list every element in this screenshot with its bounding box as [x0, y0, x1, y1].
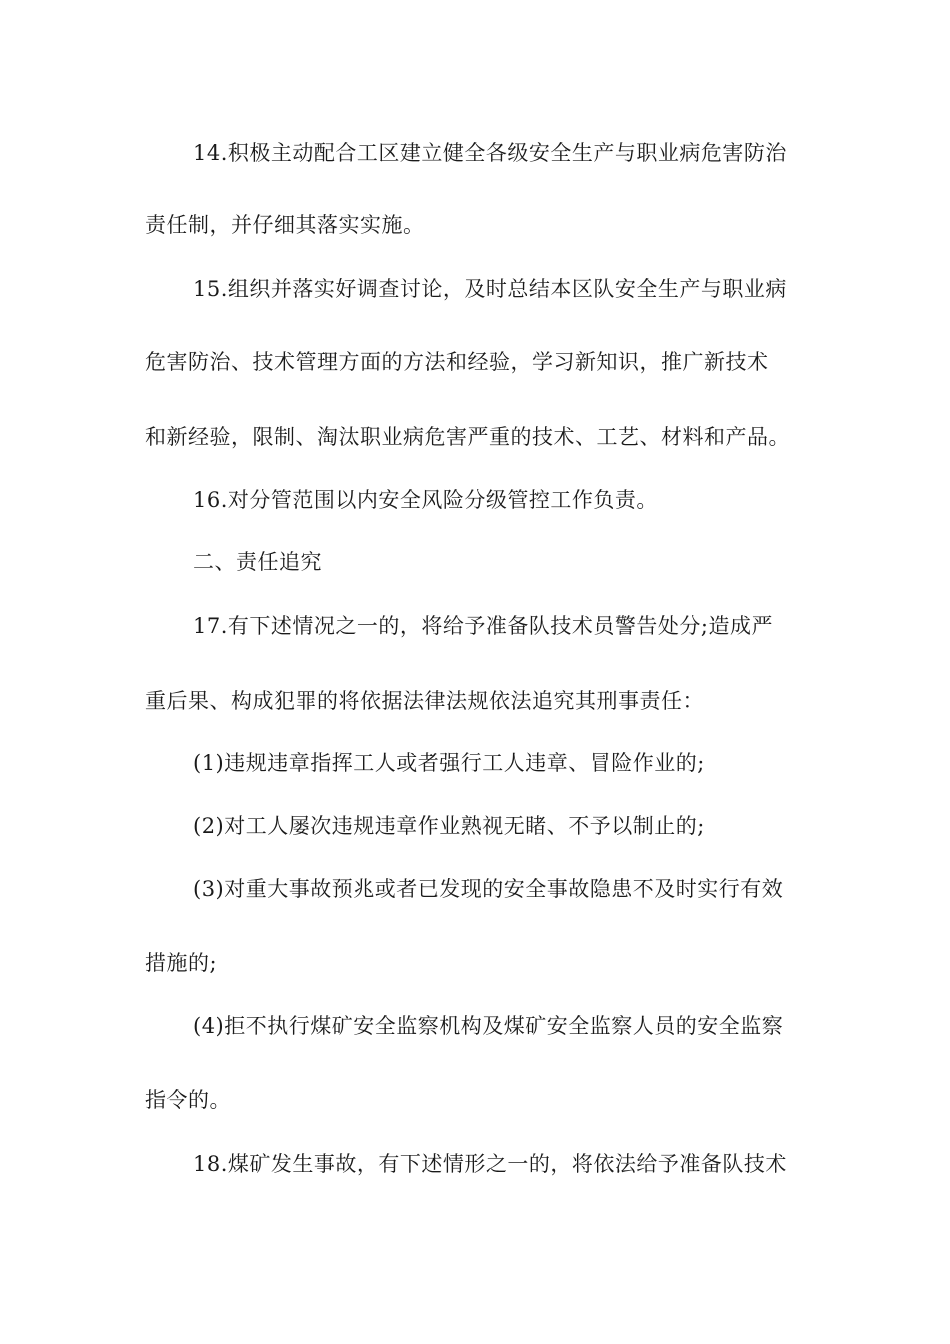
paragraph-15-line-2: 危害防治、技术管理方面的方法和经验，学习新知识，推广新技术 — [145, 350, 769, 374]
item-2-line-1: (2)对工人屡次违规违章作业熟视无睹、不予以制止的; — [193, 814, 705, 838]
paragraph-17-line-1: 17.有下述情况之一的，将给予准备队技术员警告处分;造成严 — [193, 614, 773, 638]
paragraph-16-line-1: 16.对分管范围以内安全风险分级管控工作负责。 — [193, 488, 658, 512]
paragraph-15-line-3: 和新经验，限制、淘汰职业病危害严重的技术、工艺、材料和产品。 — [145, 425, 790, 449]
item-3-line-1: (3)对重大事故预兆或者已发现的安全事故隐患不及时实行有效 — [193, 877, 784, 901]
item-4-line-1: (4)拒不执行煤矿安全监察机构及煤矿安全监察人员的安全监察 — [193, 1014, 784, 1038]
paragraph-15-line-1: 15.组织并落实好调查讨论，及时总结本区队安全生产与职业病 — [193, 277, 787, 301]
item-1-line-1: (1)违规违章指挥工人或者强行工人违章、冒险作业的; — [193, 751, 705, 775]
item-3-line-2: 措施的; — [145, 951, 218, 975]
section-heading-responsibility: 二、责任追究 — [193, 550, 322, 574]
paragraph-14-line-1: 14.积极主动配合工区建立健全各级安全生产与职业病危害防治 — [193, 141, 787, 165]
paragraph-17-line-2: 重后果、构成犯罪的将依据法律法规依法追究其刑事责任： — [145, 689, 704, 713]
paragraph-18-line-1: 18.煤矿发生事故，有下述情形之一的，将依法给予准备队技术 — [193, 1152, 787, 1176]
item-4-line-2: 指令的。 — [145, 1088, 231, 1112]
paragraph-14-line-2: 责任制，并仔细其落实实施。 — [145, 213, 425, 237]
